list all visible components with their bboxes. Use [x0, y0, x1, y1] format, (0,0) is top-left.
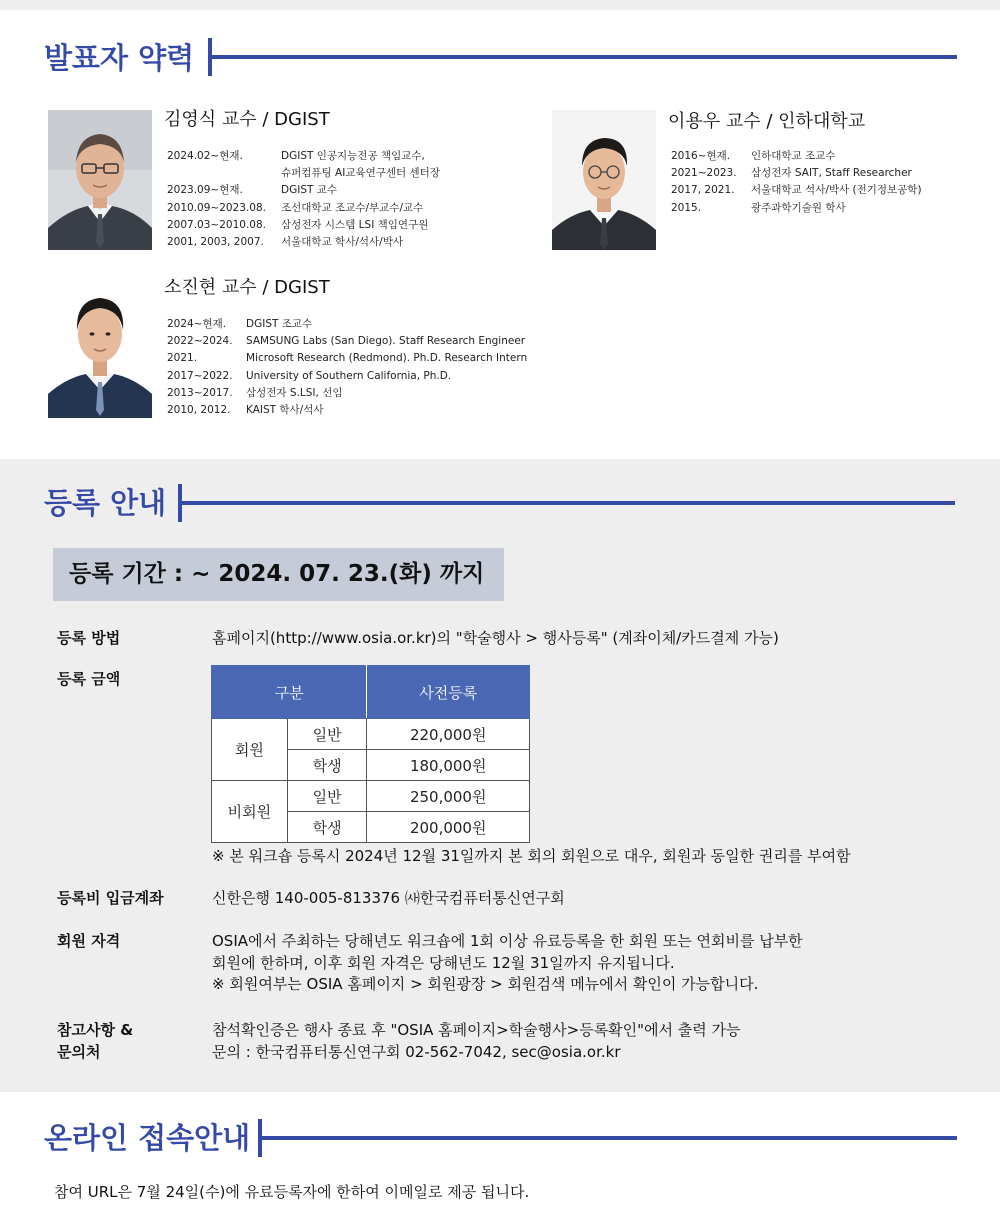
fee-type-cell: 학생 — [287, 750, 367, 781]
history-row — [167, 182, 440, 199]
speaker-1-history — [167, 148, 440, 251]
history-row — [671, 200, 922, 217]
history-row — [167, 316, 527, 333]
registration-period: 등록 기간 : ~ 2024. 07. 23.(화) 까지 — [69, 561, 485, 587]
history-desc: KAIST 학사/석사 — [246, 404, 324, 417]
fee-header-category: 구분 — [212, 666, 367, 719]
history-row — [167, 402, 527, 419]
history-period: 2017, 2021. — [671, 184, 735, 197]
history-period: 2016~현재. — [671, 150, 731, 162]
contact-line-1: 참석확인증은 행사 종료 후 "OSIA 홈페이지>학술행사>등록확인"에서 출력 가능 — [212, 1021, 741, 1039]
history-desc: 광주과학기술원 학사 — [751, 201, 846, 214]
fee-type-cell: 일반 — [287, 781, 367, 812]
speaker-3-photo — [48, 278, 152, 418]
history-desc: DGIST 조교수 — [246, 318, 313, 330]
history-desc: University of Southern California, Ph.D. — [246, 369, 452, 382]
history-desc: DGIST 인공지능전공 책임교수, — [281, 150, 425, 162]
fee-amount-cell: 220,000원 — [367, 719, 530, 750]
history-row — [167, 333, 527, 350]
history-desc: 서울대학교 학사/석사/박사 — [281, 236, 403, 249]
fee-note: ※ 본 워크숍 등록시 2024년 12월 31일까지 본 회의 회원으로 대우, 회원과 동일한 권리를 부여함 — [212, 847, 851, 865]
online-title-rule — [262, 1136, 957, 1140]
qualification-line-1: OSIA에서 주최하는 당해년도 워크숍에 1회 이상 유료등록을 한 회원 또는 연회비를 납부한 — [212, 932, 803, 950]
history-period: 2015. — [671, 201, 702, 214]
speaker-3-history — [167, 316, 527, 419]
history-row — [167, 165, 440, 182]
history-desc: 삼성전자 시스템 LSI 책임연구원 — [281, 218, 429, 231]
registration-section-title: 등록 안내 — [44, 486, 167, 520]
history-row — [671, 165, 922, 182]
qualification-label: 회원 자격 — [57, 932, 121, 950]
history-period: 2021~2023. — [671, 167, 737, 180]
speaker-3-name: 소진현 교수 / DGIST — [164, 277, 330, 298]
history-row — [167, 350, 527, 367]
history-period: 2024.02~현재. — [167, 150, 243, 162]
qualification-line-3: ※ 회원여부는 OSIA 홈페이지 > 회원광장 > 회원검색 메뉴에서 확인이 가능합니다. — [212, 975, 759, 993]
history-row — [671, 182, 922, 199]
contact-label-2: 문의처 — [57, 1043, 101, 1061]
registration-period-box — [53, 548, 504, 601]
fee-amount-cell: 250,000원 — [367, 781, 530, 812]
account-label: 등록비 입금계좌 — [57, 889, 164, 907]
speakers-section-title: 발표자 약력 — [44, 41, 195, 75]
fee-nonmember-cell: 비회원 — [212, 781, 288, 843]
history-row — [167, 234, 440, 251]
history-row — [167, 217, 440, 234]
history-period: 2017~2022. — [167, 369, 233, 382]
history-row — [167, 200, 440, 217]
history-period: 2013~2017. — [167, 386, 233, 399]
online-section-title: 온라인 접속안내 — [44, 1121, 251, 1155]
fee-table-header — [212, 666, 530, 719]
history-row — [167, 368, 527, 385]
fee-label: 등록 금액 — [57, 670, 121, 688]
account-text: 신한은행 140-005-813376 ㈔한국컴퓨터통신연구회 — [212, 889, 565, 907]
history-period: 2010.09~2023.08. — [167, 201, 266, 214]
contact-line-2: 문의 : 한국컴퓨터통신연구회 02-562-7042, sec@osia.or.kr — [212, 1043, 621, 1061]
contact-label-1: 참고사항 & — [57, 1021, 134, 1039]
history-desc: 삼성전자 SAIT, Staff Researcher — [751, 167, 912, 180]
fee-amount-cell: 200,000원 — [367, 812, 530, 843]
history-desc: SAMSUNG Labs (San Diego). Staff Research Engineer — [246, 335, 526, 348]
fee-table — [211, 665, 530, 843]
fee-type-cell: 일반 — [287, 719, 367, 750]
method-label: 등록 방법 — [57, 629, 121, 647]
history-desc: 서울대학교 석사/박사 (전기정보공학) — [751, 184, 922, 197]
history-desc: 조선대학교 조교수/부교수/교수 — [281, 201, 424, 214]
history-period: 2001, 2003, 2007. — [167, 236, 264, 249]
history-row — [167, 148, 440, 165]
fee-amount-cell: 180,000원 — [367, 750, 530, 781]
table-row — [212, 781, 530, 812]
table-row — [212, 719, 530, 750]
history-desc: DGIST 교수 — [281, 184, 338, 197]
qualification-line-2: 회원에 한하며, 이후 회원 자격은 당해년도 12월 31일까지 유지됩니다. — [212, 954, 675, 972]
registration-title-rule — [182, 501, 955, 505]
history-period: 2010, 2012. — [167, 404, 231, 417]
history-period — [167, 165, 281, 182]
history-period: 2007.03~2010.08. — [167, 218, 266, 231]
speaker-2-photo — [552, 110, 656, 250]
speaker-2-history — [671, 148, 922, 217]
speaker-2-name: 이용우 교수 / 인하대학교 — [668, 111, 866, 132]
method-text: 홈페이지(http://www.osia.or.kr)의 "학술행사 > 행사등록" (계좌이체/카드결제 가능) — [212, 629, 779, 647]
history-row — [671, 148, 922, 165]
history-period: 2024~현재. — [167, 318, 227, 330]
history-period: 2021. — [167, 352, 198, 365]
history-row — [167, 385, 527, 402]
history-desc: Microsoft Research (Redmond). Ph.D. Research Intern — [246, 352, 528, 365]
speaker-1-name: 김영식 교수 / DGIST — [164, 109, 330, 130]
history-desc: 슈퍼컴퓨팅 AI교육연구센터 센터장 — [281, 167, 440, 180]
fee-type-cell: 학생 — [287, 812, 367, 843]
history-desc: 인하대학교 조교수 — [751, 150, 836, 162]
online-access-text: 참여 URL은 7월 24일(수)에 유료등록자에 한하여 이메일로 제공 됩니다. — [54, 1183, 530, 1201]
speakers-title-rule — [212, 55, 957, 59]
speaker-1-photo — [48, 110, 152, 250]
top-strip — [0, 0, 1000, 10]
history-desc: 삼성전자 S.LSI, 선임 — [246, 386, 343, 399]
history-period: 2023.09~현재. — [167, 184, 243, 197]
history-period: 2022~2024. — [167, 335, 233, 348]
fee-header-early: 사전등록 — [367, 666, 530, 719]
fee-member-cell: 회원 — [212, 719, 288, 781]
